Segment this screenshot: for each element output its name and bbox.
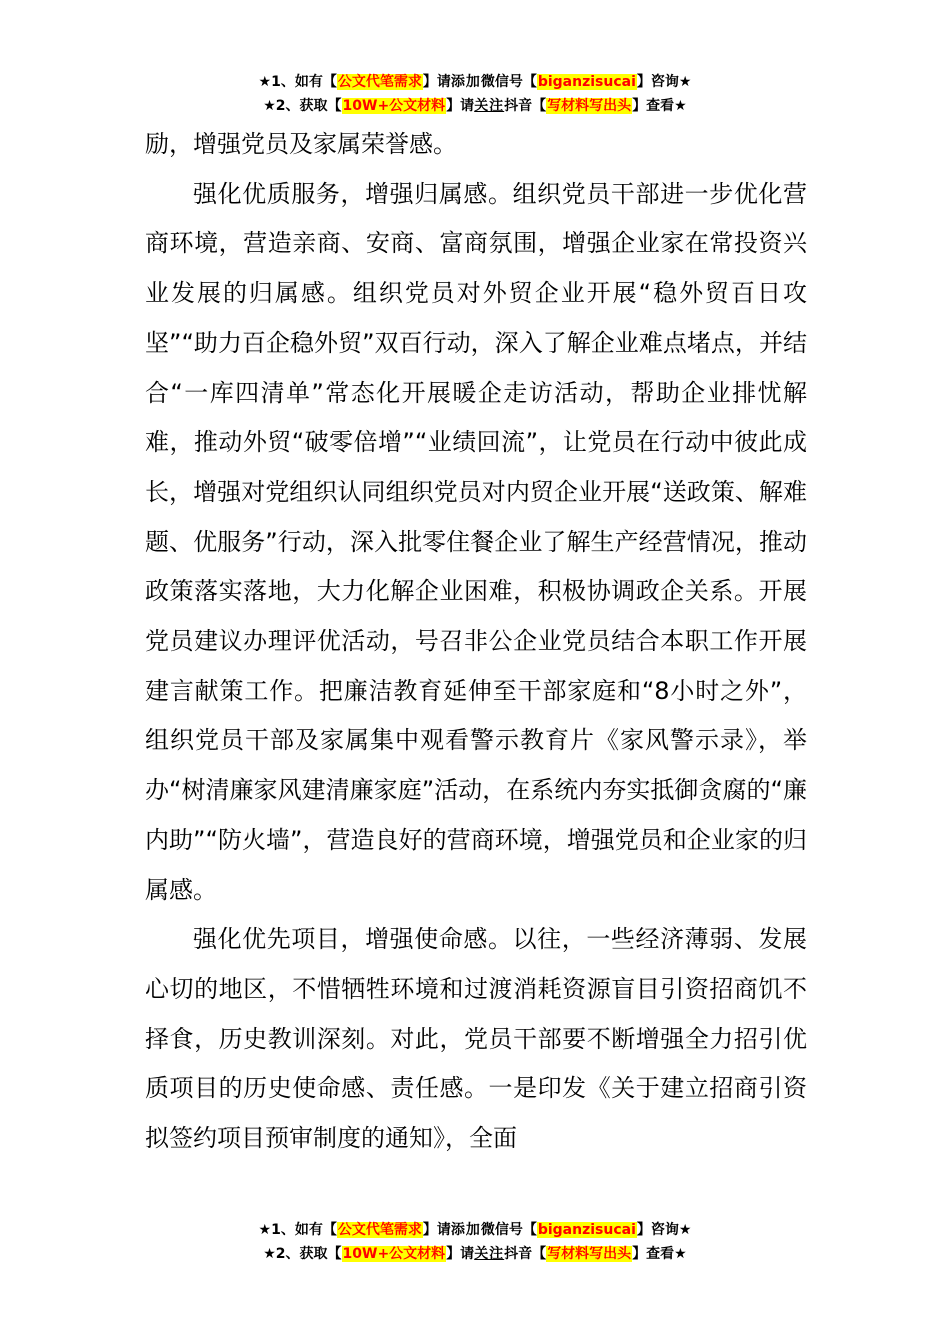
banner-highlight: 公文代笔需求 bbox=[337, 1222, 422, 1238]
banner-highlight: 写材料写出头 bbox=[547, 98, 632, 114]
banner-text: 】查看★ bbox=[632, 98, 687, 114]
banner-emphasis: 添加 bbox=[450, 1222, 481, 1238]
paragraph-quality-service: 强化优质服务，增强归属感。组织党员干部进一步优化营商环境，营造亲商、安商、富商氛围，增强企业家在常投资兴业发展的归属感。组织党员对外贸企业开展“稳外贸百日攻坚”“助力百企稳外贸”双百行动，深入了解企业难点堵点，并结合“一库四清单”常态化开展暖企走访活动，帮助企业排忧解难，推动外贸“破零倍增”“业绩回流”，让党员在行动中彼此成长，增强对党组织认同组织党员对内贸企业开展“送政策、解难题、优服务”行动，深入批零住餐企业了解生产经营情况，推动政策落实落地，大力化解企业困难，积极协调政企关系。开展党员建议办理评优活动，号召非公企业党员结合本职工作开展建言献策工作。把廉洁教育延伸至干部家庭和“8小时之外”，组织党员干部及家属集中观看警示教育片《家风警示录》，举办“树清廉家风建清廉家庭”活动，在系统内夯实抵御贪腐的“廉内助”“防火墙”，营造良好的营商环境，增强党员和企业家的归属感。 bbox=[145, 179, 807, 904]
banner-highlight: biganzisucai bbox=[537, 74, 636, 90]
banner-line-1 bbox=[0, 1218, 950, 1242]
banner-text: 】咨询★ bbox=[636, 74, 692, 90]
banner-text: 微信号【 bbox=[480, 74, 537, 90]
banner-text: ★1、如有【 bbox=[258, 74, 337, 90]
banner-text: 】请 bbox=[422, 74, 451, 90]
banner-highlight: 10W+公文材料 bbox=[342, 1246, 446, 1262]
banner-text: 抖音【 bbox=[504, 98, 547, 114]
banner-text: ★2、获取【 bbox=[263, 1246, 342, 1262]
banner-line-2 bbox=[0, 1242, 950, 1266]
banner-highlight: 公文代笔需求 bbox=[337, 74, 422, 90]
banner-emphasis: 关注 bbox=[474, 1246, 505, 1262]
banner-highlight: 10W+公文材料 bbox=[342, 98, 446, 114]
banner-text: 】咨询★ bbox=[636, 1222, 692, 1238]
banner-highlight: biganzisucai bbox=[537, 1222, 636, 1238]
banner-text: 】请 bbox=[446, 98, 475, 114]
banner-line-1 bbox=[0, 70, 950, 94]
header-banner bbox=[0, 70, 950, 118]
banner-emphasis: 关注 bbox=[474, 98, 505, 114]
footer-banner bbox=[0, 1218, 950, 1266]
banner-highlight: 写材料写出头 bbox=[547, 1246, 632, 1262]
banner-text: 】请 bbox=[446, 1246, 475, 1262]
banner-line-2 bbox=[0, 94, 950, 118]
banner-text: 】查看★ bbox=[632, 1246, 687, 1262]
banner-text: 抖音【 bbox=[504, 1246, 547, 1262]
banner-text: 】请 bbox=[422, 1222, 451, 1238]
banner-text: 微信号【 bbox=[480, 1222, 537, 1238]
paragraph-continuation: 励，增强党员及家属荣誉感。 bbox=[145, 130, 457, 158]
paragraph-priority-projects: 强化优先项目，增强使命感。以往，一些经济薄弱、发展心切的地区，不惜牺牲环境和过渡消耗资源盲目引资招商饥不择食，历史教训深刻。对此，党员干部要不断增强全力招引优质项目的历史使命感、责任感。一是印发《关于建立招商引资拟签约项目预审制度的通知》，全面 bbox=[145, 925, 807, 1153]
banner-text: ★2、获取【 bbox=[263, 98, 342, 114]
banner-text: ★1、如有【 bbox=[258, 1222, 337, 1238]
document-body bbox=[145, 120, 807, 1164]
banner-emphasis: 添加 bbox=[450, 74, 481, 90]
